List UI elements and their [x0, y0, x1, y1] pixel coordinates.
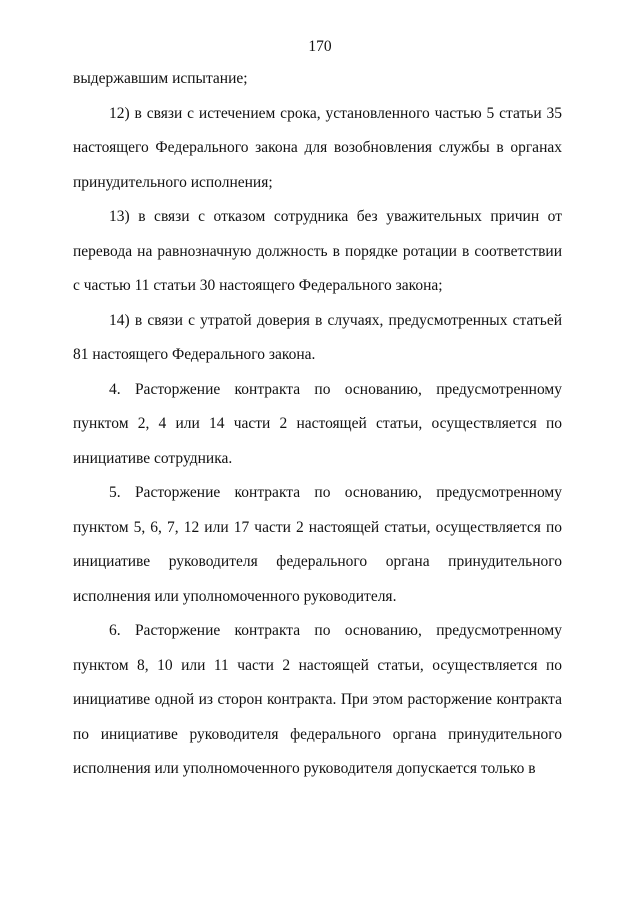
- document-body: [73, 62, 562, 787]
- page-number: 170: [308, 38, 332, 55]
- paragraph-item-14: 14) в связи с утратой доверия в случаях, предусмотренных статьей 81 настоящего Федерального закона.: [73, 311, 562, 363]
- paragraph-part-4: 4. Расторжение контракта по основанию, предусмотренному пунктом 2, 4 или 14 части 2 настоящей статьи, осуществляется по инициативе сотрудника.: [73, 380, 562, 467]
- paragraph-continuation: выдержавшим испытание;: [73, 70, 248, 87]
- paragraph-part-6: 6. Расторжение контракта по основанию, предусмотренному пунктом 8, 10 или 11 части 2 настоящей статьи, осуществляется по инициативе одной из сторон контракта. При этом расторжение контракта по инициативе руководителя федерального органа принудительного исполнения или уполномоченного руководителя допускается только в: [73, 622, 562, 777]
- paragraph-item-13: 13) в связи с отказом сотрудника без уважительных причин от перевода на равнозначную должность в порядке ротации в соответствии с частью 11 статьи 30 настоящего Федерального закона;: [73, 208, 562, 294]
- paragraph-item-12: 12) в связи с истечением срока, установленного частью 5 статьи 35 настоящего Федерального закона для возобновления службы в органах принудительного исполнения;: [73, 104, 562, 191]
- paragraph-part-5: 5. Расторжение контракта по основанию, предусмотренному пунктом 5, 6, 7, 12 или 17 части 2 настоящей статьи, осуществляется по инициативе руководителя федерального органа принудительного исполнения или уполномоченного руководителя.: [73, 484, 562, 605]
